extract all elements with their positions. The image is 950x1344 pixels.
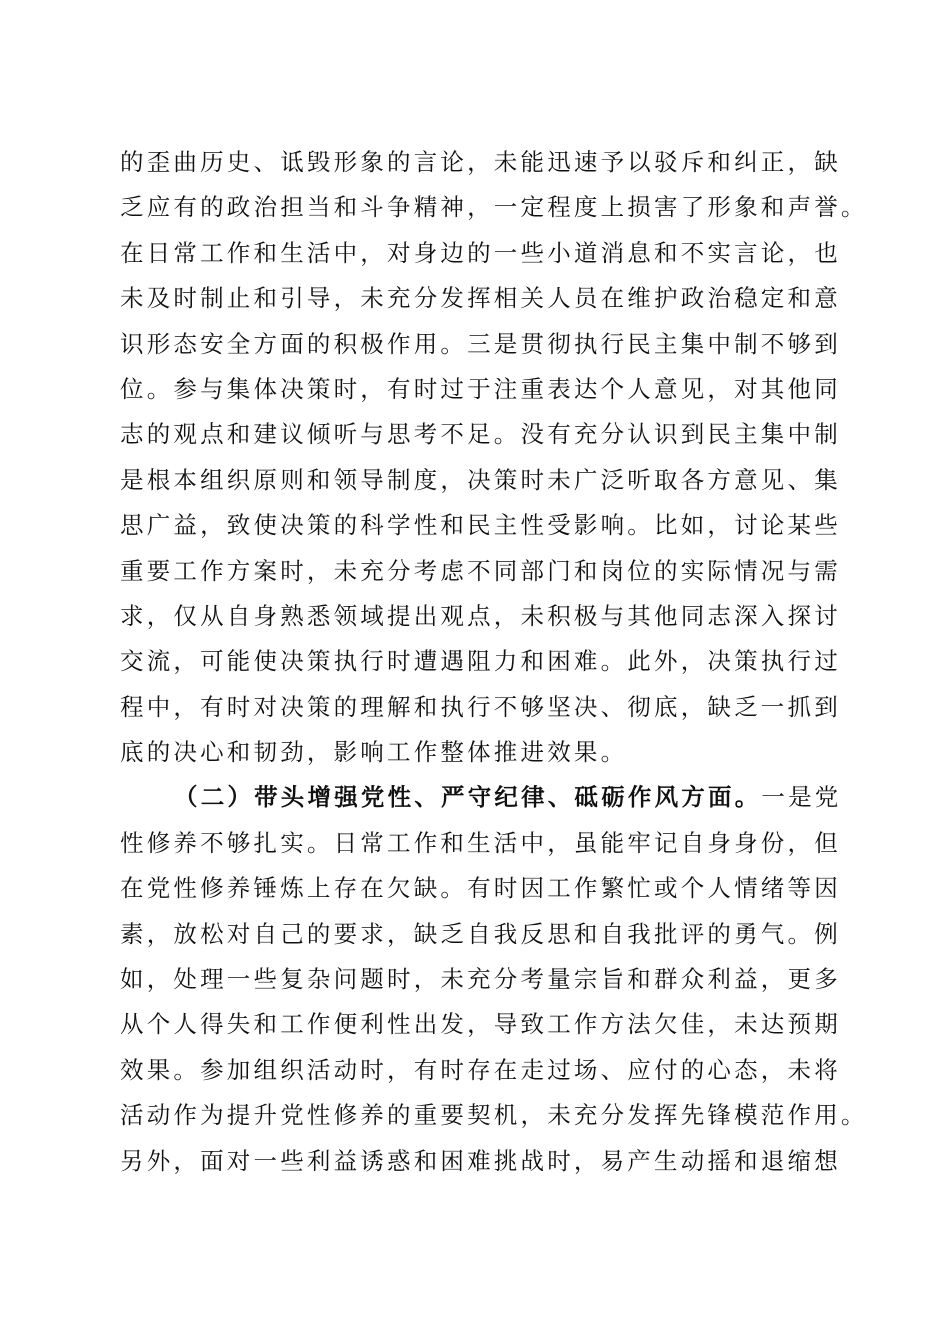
paragraph-line: 乏应有的政治担当和斗争精神，一定程度上损害了形象和声誉。 xyxy=(120,193,868,222)
paragraph-line: 求，仅从自身熟悉领域提出观点，未积极与其他同志深入探讨 xyxy=(120,601,841,630)
paragraph-line: 如，处理一些复杂问题时，未充分考量宗旨和群众利益，更多 xyxy=(120,965,841,994)
paragraph-line: 底的决心和韧劲，影响工作整体推进效果。 xyxy=(120,738,628,767)
paragraph-line: 志的观点和建议倾听与思考不足。没有充分认识到民主集中制 xyxy=(120,420,841,449)
paragraph-line: 性修养不够扎实。日常工作和生活中，虽能牢记自身身份，但 xyxy=(120,828,841,857)
paragraph-line: 素，放松对自己的要求，缺乏自我反思和自我批评的勇气。例 xyxy=(120,919,841,948)
paragraph-line: 识形态安全方面的积极作用。三是贯彻执行民主集中制不够到 xyxy=(120,329,841,358)
paragraph-line: 的歪曲历史、诋毁形象的言论，未能迅速予以驳斥和纠正，缺 xyxy=(120,148,841,176)
paragraph-line: 效果。参加组织活动时，有时存在走过场、应付的心态，未将 xyxy=(120,1055,841,1084)
paragraph-line: 程中，有时对决策的理解和执行不够坚决、彻底，缺乏一抓到 xyxy=(120,692,841,721)
paragraph-line: 另外，面对一些利益诱惑和困难挑战时，易产生动摇和退缩想 xyxy=(120,1146,841,1175)
paragraph-line: 在党性修养锤炼上存在欠缺。有时因工作繁忙或个人情绪等因 xyxy=(120,874,841,903)
body-text xyxy=(120,140,868,1184)
paragraph-line: 在日常工作和生活中，对身边的一些小道消息和不实言论，也 xyxy=(120,238,841,267)
paragraph-line: 交流，可能使决策执行时遭遇阻力和困难。此外，决策执行过 xyxy=(120,647,841,676)
paragraph-line: 从个人得失和工作便利性出发，导致工作方法欠佳，未达预期 xyxy=(120,1010,841,1039)
section-heading-line xyxy=(120,775,842,820)
paragraph-line: 位。参与集体决策时，有时过于注重表达个人意见，对其他同 xyxy=(120,374,841,403)
paragraph-line: 未及时制止和引导，未充分发挥相关人员在维护政治稳定和意 xyxy=(120,284,841,313)
paragraph-line: 活动作为提升党性修养的重要契机，未充分发挥先锋模范作用。 xyxy=(120,1101,868,1130)
paragraph-line: 重要工作方案时，未充分考虑不同部门和岗位的实际情况与需 xyxy=(120,556,841,585)
paragraph-line: 是根本组织原则和领导制度，决策时未广泛听取各方意见、集 xyxy=(120,465,841,494)
paragraph-line: 思广益，致使决策的科学性和民主性受影响。比如，讨论某些 xyxy=(120,511,841,540)
section-heading-tail: 一是党 xyxy=(761,783,842,812)
section-heading: （二）带头增强党性、严守纪律、砥砺作风方面。 xyxy=(174,783,762,812)
